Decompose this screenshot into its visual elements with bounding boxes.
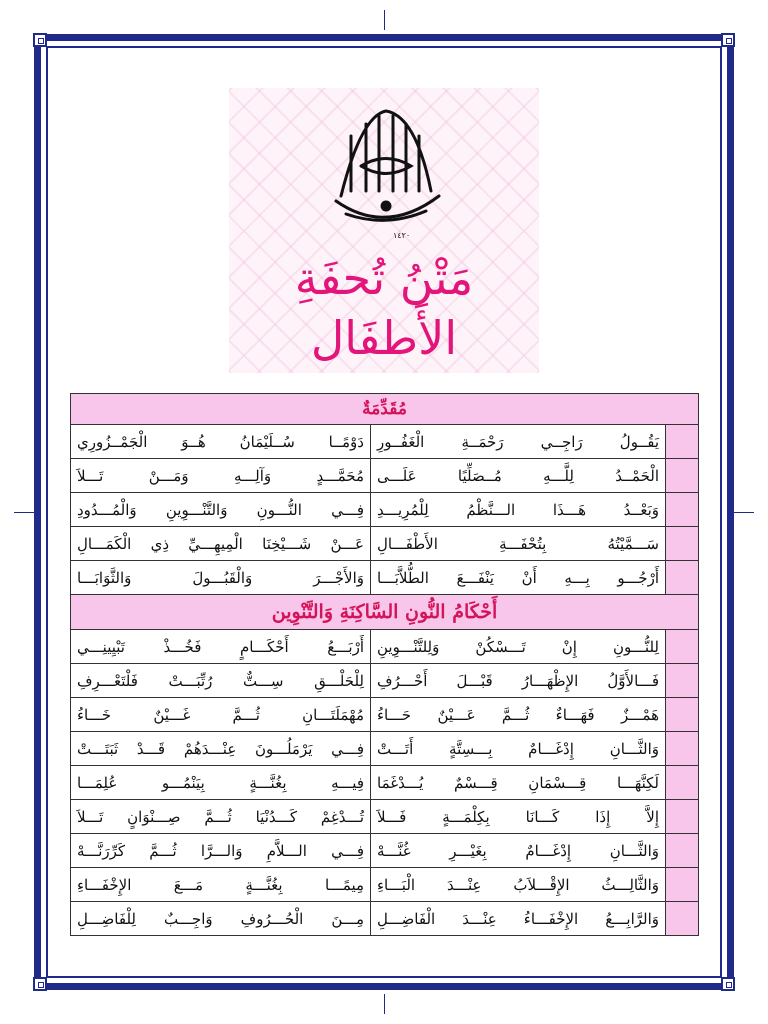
verse-row xyxy=(71,493,699,527)
verse-row xyxy=(71,561,699,595)
verse-second-half: وَالأَجْـــرَ وَالْقَبُـــولَ وَالثَّوَابَـــا xyxy=(71,561,371,595)
border-tick xyxy=(384,994,385,1014)
verse-marker-cell xyxy=(666,902,699,936)
verse-marker-cell xyxy=(666,425,699,459)
poem-table xyxy=(70,393,699,936)
verse-marker-cell xyxy=(666,459,699,493)
verse-first-half: وَالثَّـــانِ إِدْغَـــامٌ بِـــسِتَّةٍ أَتَـــتْ xyxy=(371,732,666,766)
verse-first-half: لِلنُّـــونِ إِنْ تَـــسْكُنْ وَلِلتَّنْـــوِينِ xyxy=(371,630,666,664)
verse-row xyxy=(71,527,699,561)
verse-row xyxy=(71,800,699,834)
verse-row xyxy=(71,630,699,664)
section-heading-row xyxy=(71,394,699,425)
svg-text:١٤٢٠: ١٤٢٠ xyxy=(393,231,411,240)
verse-marker-cell xyxy=(666,834,699,868)
corner-ornament xyxy=(721,977,735,991)
title-artwork xyxy=(229,88,539,373)
section-heading: أَحْكَامُ النُّونِ السَّاكِنَةِ وَالتَّنْوِين xyxy=(71,595,699,630)
verse-second-half: لِلْحَلْـــقِ سِـــتٌّ رُتِّبَـــتْ فَلْتَعْـــرِفِ xyxy=(71,664,371,698)
verse-first-half: لَكِنَّهَـــا قِـــسْمَانِ قِـــسْمٌ يُـــدْغَمَا xyxy=(371,766,666,800)
verse-second-half: تُـــدْغِمْ كَـــدُنْيَا ثُـــمَّ صِـــنْوَانٍ تَـــلاَ xyxy=(71,800,371,834)
corner-ornament xyxy=(33,33,47,47)
verse-second-half: فِـــي الـــلاَّمِ وَالـــرَّا ثُـــمَّ كَرِّرَنَّـــهْ xyxy=(71,834,371,868)
border-tick xyxy=(14,512,34,513)
verse-second-half: مُحَمَّـــدٍ وَآلِـــهِ وَمَـــنْ تَـــلاَ xyxy=(71,459,371,493)
verse-first-half: يَقُــولُ رَاجِــي رَحْمَــةِ الْغَفُــورِ xyxy=(371,425,666,459)
verse-second-half: فِـــي يَرْمَلُـــونَ عِنْـــدَهُمْ قَـــدْ ثَبَتَـــتْ xyxy=(71,732,371,766)
section-heading-row xyxy=(71,595,699,630)
verse-row xyxy=(71,868,699,902)
verse-row xyxy=(71,425,699,459)
verse-marker-cell xyxy=(666,766,699,800)
verse-second-half: فِيـــهِ بِغُنَّـــةٍ بِيَنْمُـــو عُلِمَـــا xyxy=(71,766,371,800)
verse-marker-cell xyxy=(666,732,699,766)
verse-marker-cell xyxy=(666,527,699,561)
verse-row xyxy=(71,732,699,766)
verse-row xyxy=(71,766,699,800)
verse-first-half: إِلاَّ إِذَا كَـــانَا بِكِلْمَـــةٍ فَـــلاَ xyxy=(371,800,666,834)
basmala-calligraphy-icon xyxy=(321,96,451,241)
verse-first-half: وَالرَّابِـــعُ الإِخْفَـــاءُ عِنْـــدَ الْفَاضِـــلِ xyxy=(371,902,666,936)
verse-marker-cell xyxy=(666,630,699,664)
corner-ornament xyxy=(33,977,47,991)
verse-first-half: وَالثَّـــانِ إِدْغَـــامٌ بِغَيْـــرِ غُنَّـــهْ xyxy=(371,834,666,868)
verse-row xyxy=(71,459,699,493)
verse-row xyxy=(71,698,699,732)
verse-marker-cell xyxy=(666,698,699,732)
verse-second-half: مُهْمَلَتَـــانِ ثُـــمَّ غَـــيْنٌ خَـــاءُ xyxy=(71,698,371,732)
verse-marker-cell xyxy=(666,664,699,698)
verse-first-half: أَرْجُـــو بِـــهِ أَنْ يَنْفَـــعَ الطُّلاَّبَـــا xyxy=(371,561,666,595)
verse-first-half: وَبَعْــدُ هَـــذَا الـــنَّظْمُ لِلْمُرِيـــدِ xyxy=(371,493,666,527)
verse-second-half: مِيمًـــا بِغُنَّـــةٍ مَـــعَ الإِخْفَـــاءِ xyxy=(71,868,371,902)
verse-first-half: وَالثَّالِـــثُ الإِقْـــلاَبُ عِنْـــدَ الْبَـــاءِ xyxy=(371,868,666,902)
verse-second-half: أَرْبَـــعُ أَحْكَـــامٍ فَخُـــذْ تَبْيِينِـــي xyxy=(71,630,371,664)
verse-marker-cell xyxy=(666,493,699,527)
verse-first-half: سَـــمَّيْتُهُ بِتُحْفَـــةِ الأَطْفَـــالِ xyxy=(371,527,666,561)
verse-marker-cell xyxy=(666,868,699,902)
verse-marker-cell xyxy=(666,561,699,595)
border-tick xyxy=(384,10,385,30)
verse-row xyxy=(71,902,699,936)
border-tick xyxy=(734,512,754,513)
verse-second-half: دَوْمًــا سُــلَيْمَانُ هُــوَ الْجَمْــزُورِي xyxy=(71,425,371,459)
verse-marker-cell xyxy=(666,800,699,834)
section-heading: مُقَدِّمَةٌ xyxy=(71,394,699,425)
verse-row xyxy=(71,664,699,698)
verse-first-half: هَمْـــزٌ فَهَـــاءٌ ثُـــمَّ عَـــيْنٌ حَـــاءُ xyxy=(371,698,666,732)
verse-second-half: مِـــنَ الْحُـــرُوفِ وَاجِـــبٌ لِلْفَاضِـــلِ xyxy=(71,902,371,936)
verse-first-half: الْحَمْــدُ لِلَّـــهِ مُــصَلِّيًا عَلَـــى xyxy=(371,459,666,493)
verse-first-half: فَـــالأَوَّلُ الإِظْهَـــارُ قَبْـــلَ أَحْـــرُفِ xyxy=(371,664,666,698)
corner-ornament xyxy=(721,33,735,47)
verse-second-half: فِـــي النُّـــونِ وَالتَّنْـــوِينِ وَالْمُـــدُودِ xyxy=(71,493,371,527)
book-title: مَتْنُ تُحفَةِ الأَطفَال xyxy=(294,251,474,365)
verse-second-half: عَـــنْ شَـــيْخِنَا الْمِيهِـــيِّ ذِي الْكَمَـــالِ xyxy=(71,527,371,561)
verse-row xyxy=(71,834,699,868)
